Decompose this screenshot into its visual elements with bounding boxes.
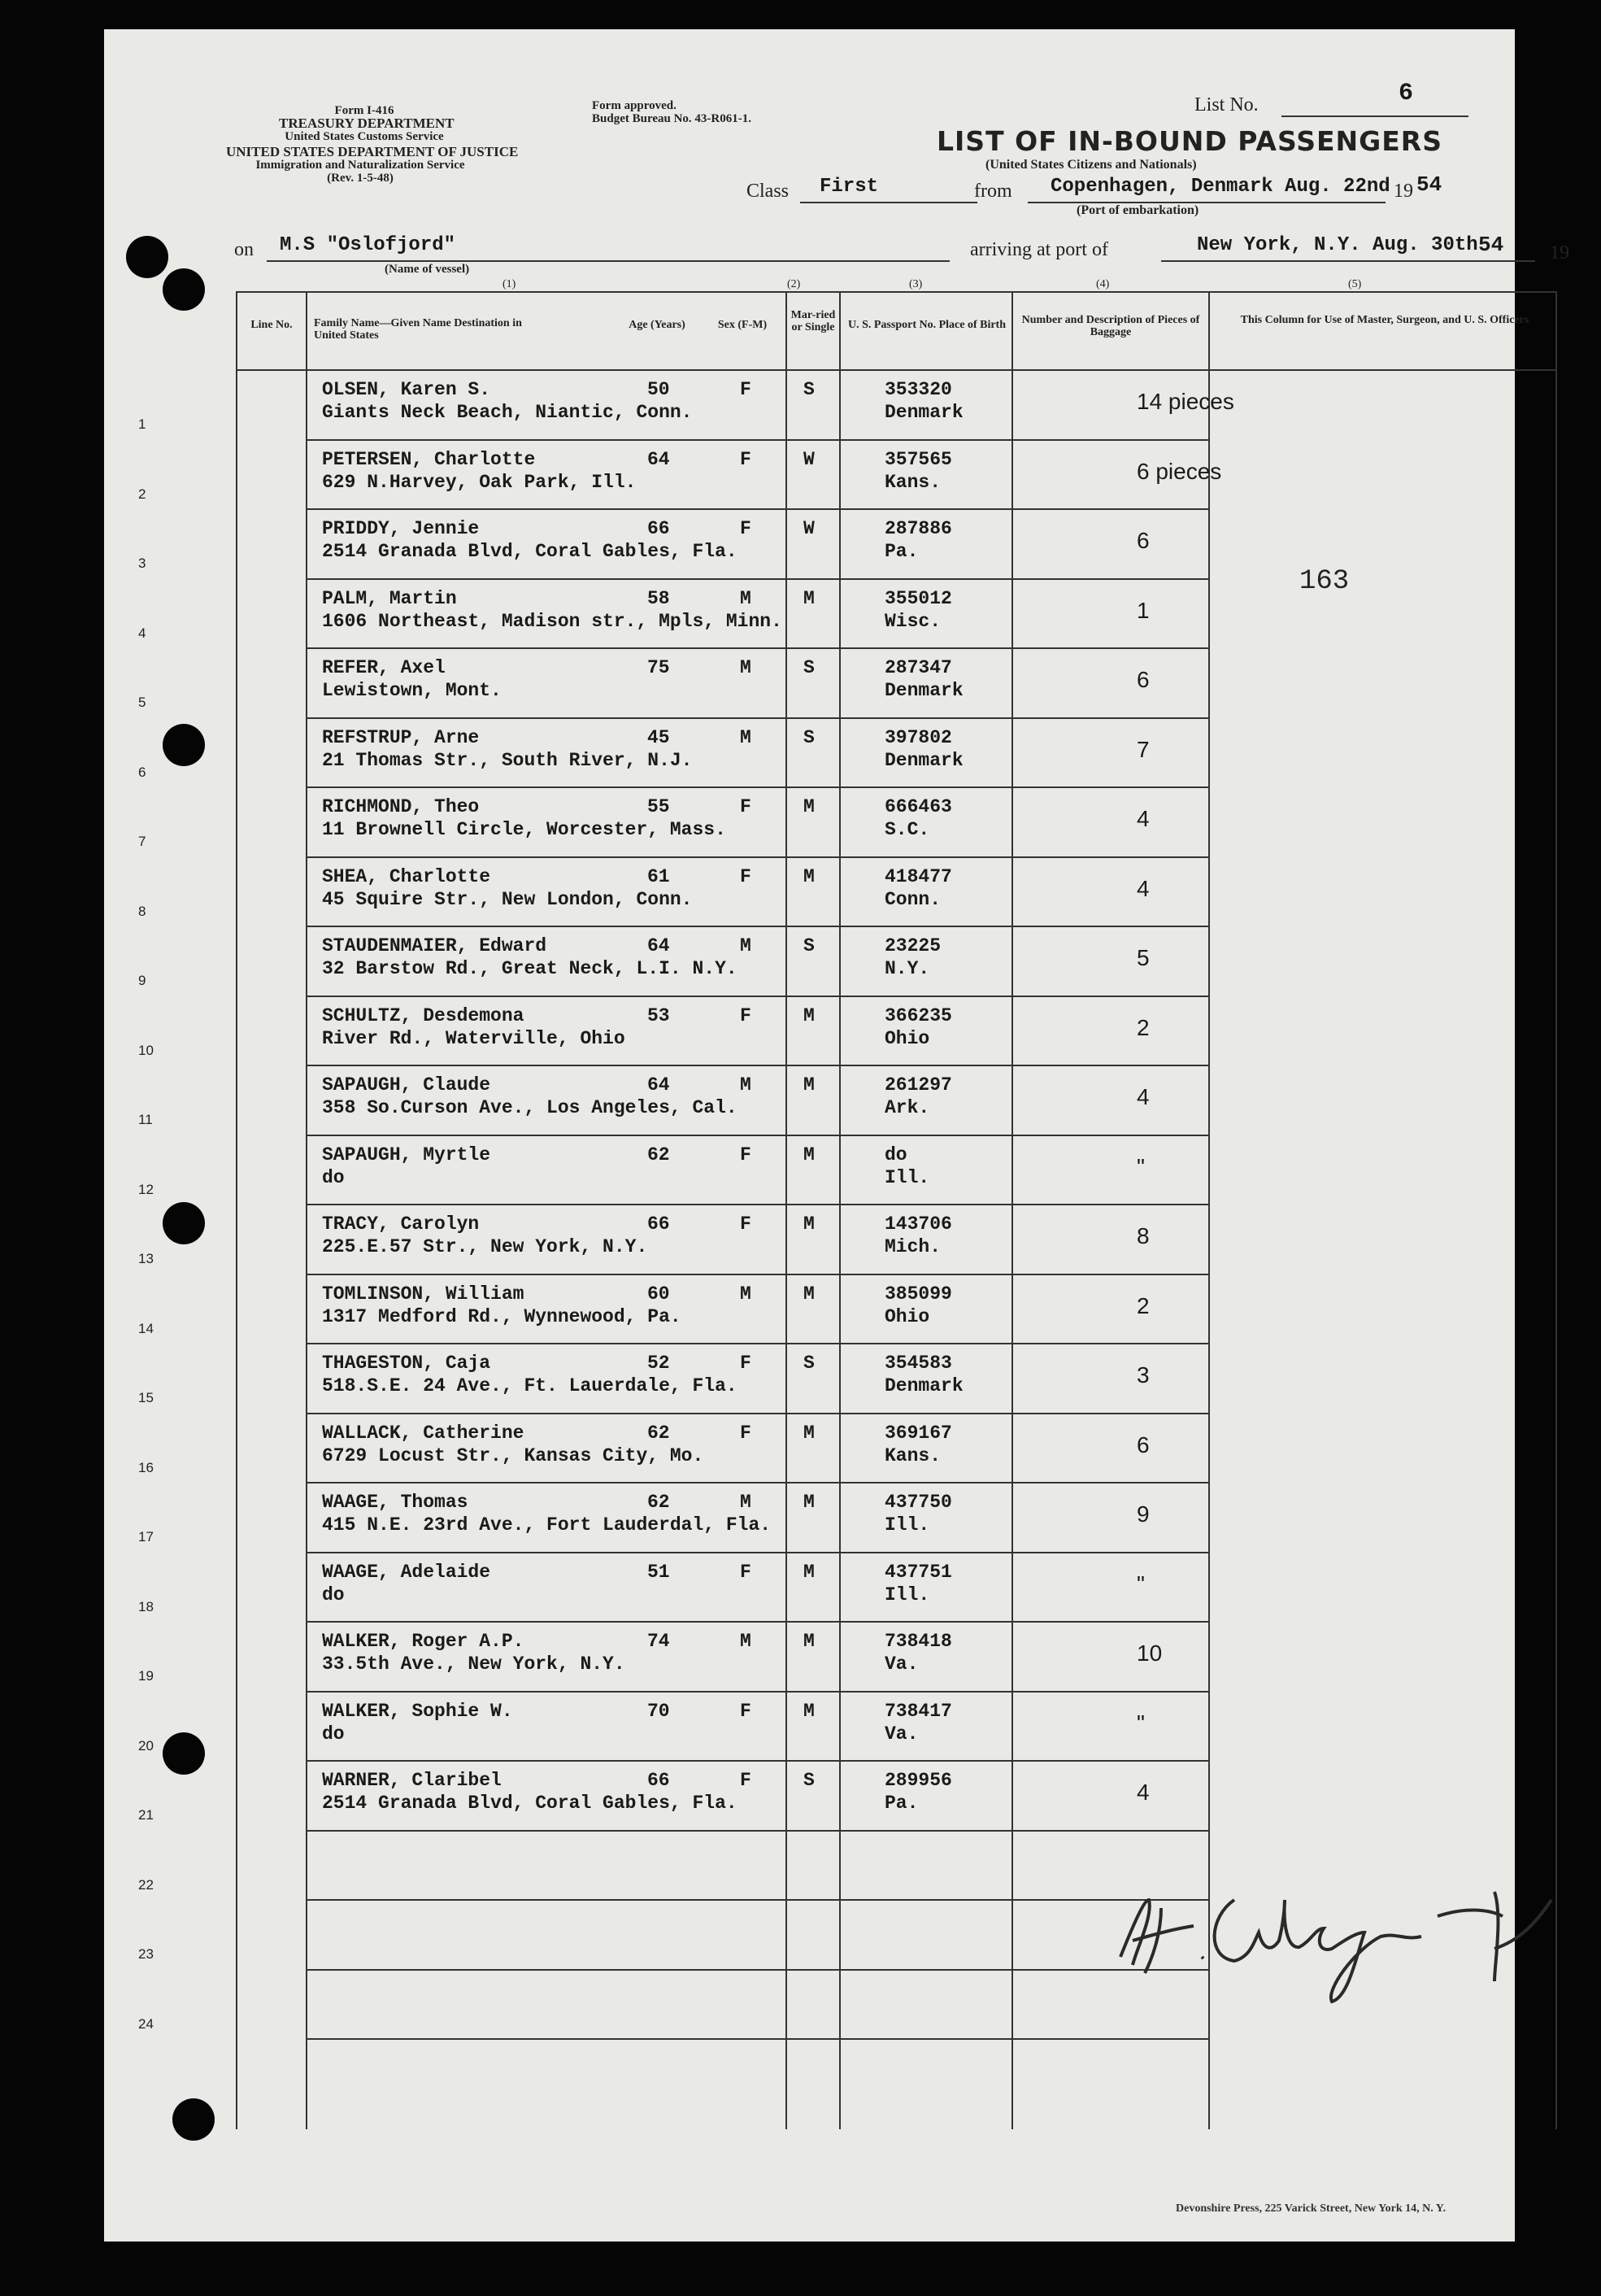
baggage-count: 7: [1137, 736, 1150, 762]
binder-hole: [163, 268, 205, 311]
line-number: 12: [138, 1181, 154, 1197]
passenger-name: REFER, Axel: [322, 657, 446, 678]
place-of-birth: Pa.: [885, 541, 919, 562]
passenger-age: 53: [647, 1004, 670, 1026]
passenger-age: 55: [647, 796, 670, 817]
approval-block: [592, 99, 836, 125]
passenger-sex: F: [740, 1700, 751, 1722]
binder-hole: [163, 724, 205, 766]
table-row: [104, 1623, 1515, 1692]
passenger-age: 62: [647, 1422, 670, 1444]
table-row: [104, 1344, 1515, 1414]
passenger-address: 415 N.E. 23rd Ave., Fort Lauderdal, Fla.: [322, 1514, 772, 1536]
passenger-sex: F: [740, 1561, 751, 1583]
passenger-sex: M: [740, 726, 751, 748]
passenger-age: 58: [647, 587, 670, 609]
passport-number: 437750: [885, 1492, 952, 1513]
baggage-count: 4: [1137, 1084, 1150, 1109]
passenger-age: 64: [647, 1074, 670, 1096]
header-baggage: Number and Description of Pieces of Baggage: [1021, 314, 1200, 338]
passenger-name: SCHULTZ, Desdemona: [322, 1004, 524, 1026]
marital-status: S: [803, 726, 815, 748]
table-row: [104, 441, 1515, 510]
passenger-sex: M: [740, 1074, 751, 1096]
line-number: 18: [138, 1598, 154, 1614]
col-marker-1: (1): [502, 278, 516, 290]
baggage-count: 6: [1137, 528, 1150, 553]
passport-number: 354583: [885, 1353, 952, 1374]
passport-number: 23225: [885, 935, 942, 956]
line-number: 9: [138, 973, 146, 988]
header-married: Mar-ried or Single: [790, 309, 836, 333]
passenger-sex: F: [740, 1422, 751, 1444]
header-passport: U. S. Passport No. Place of Birth: [847, 319, 1007, 331]
baggage-count: 4: [1137, 806, 1150, 831]
marital-status: M: [803, 1004, 815, 1026]
marital-status: M: [803, 1561, 815, 1583]
baggage-count: 6: [1137, 1431, 1150, 1457]
arriving-label: arriving at port of: [970, 239, 1108, 260]
table-row: [104, 927, 1515, 996]
line-number: 13: [138, 1251, 154, 1266]
baggage-count: 6: [1137, 667, 1150, 692]
baggage-count: 4: [1137, 1780, 1150, 1805]
passenger-address: 21 Thomas Str., South River, N.J.: [322, 749, 693, 771]
class-label: Class: [746, 181, 790, 202]
officer-count-stamp: 163: [1299, 566, 1350, 597]
line-number: 24: [138, 2015, 154, 2032]
year-prefix-arrival: 19: [1550, 242, 1569, 264]
binder-hole: [172, 2098, 215, 2141]
treasury-dept: TREASURY DEPARTMENT: [279, 115, 455, 131]
passenger-name: PRIDDY, Jennie: [322, 518, 480, 539]
passenger-name: WARNER, Claribel: [322, 1770, 502, 1791]
header-name-destination: Family Name—Given Name Destination in United States: [314, 317, 522, 342]
baggage-count: 3: [1137, 1362, 1150, 1388]
line-number: 2: [138, 486, 146, 502]
passenger-name: TRACY, Carolyn: [322, 1213, 480, 1235]
justice-dept: UNITED STATES DEPARTMENT OF JUSTICE: [226, 144, 519, 159]
year-from-value: 54: [1416, 172, 1442, 197]
passport-number: 289956: [885, 1770, 952, 1791]
binder-hole: [163, 1202, 205, 1244]
place-of-birth: Denmark: [885, 1375, 964, 1396]
passenger-sex: M: [740, 1283, 751, 1305]
embarkation-value: Copenhagen, Denmark Aug. 22nd: [1051, 176, 1390, 198]
passenger-address: River Rd., Waterville, Ohio: [322, 1027, 625, 1049]
passenger-age: 66: [647, 1770, 670, 1791]
passenger-sex: M: [740, 657, 751, 678]
place-of-birth: S.C.: [885, 819, 930, 840]
passenger-name: WALLACK, Catherine: [322, 1422, 524, 1444]
passenger-sex: F: [740, 1144, 751, 1165]
passenger-sex: F: [740, 796, 751, 817]
col-marker-4: (4): [1096, 278, 1110, 290]
arrival-underline: [1161, 260, 1535, 262]
passenger-name: SAPAUGH, Myrtle: [322, 1144, 491, 1165]
passenger-address: 33.5th Ave., New York, N.Y.: [322, 1653, 625, 1675]
passenger-age: 61: [647, 865, 670, 887]
col-marker-5: (5): [1348, 278, 1362, 290]
marital-status: M: [803, 587, 815, 609]
binder-hole: [163, 1732, 205, 1775]
marital-status: M: [803, 1074, 815, 1096]
baggage-count: 4: [1137, 875, 1150, 901]
baggage-count: ": [1137, 1571, 1145, 1597]
line-number: 10: [138, 1042, 154, 1058]
passport-number: 143706: [885, 1213, 952, 1235]
class-underline: [800, 202, 977, 203]
vessel-underline: [267, 260, 950, 262]
passenger-address: 2514 Granada Blvd, Coral Gables, Fla.: [322, 1793, 737, 1814]
marital-status: M: [803, 1700, 815, 1722]
line-number: 7: [138, 834, 146, 849]
col-marker-2: (2): [787, 278, 801, 290]
baggage-count: 14 pieces: [1137, 389, 1234, 414]
place-of-birth: Wisc.: [885, 610, 942, 632]
passport-number: 385099: [885, 1283, 952, 1305]
passenger-age: 62: [647, 1144, 670, 1165]
justice-block: [226, 144, 519, 185]
line-number: 22: [138, 1876, 154, 1893]
table-row: [104, 858, 1515, 927]
form-number-block: [279, 104, 455, 143]
list-no-underline: [1281, 115, 1468, 117]
passenger-address: 518.S.E. 24 Ave., Ft. Lauerdale, Fla.: [322, 1375, 737, 1396]
year-prefix-from: 19: [1394, 181, 1413, 202]
from-label: from: [974, 181, 1012, 202]
marital-status: M: [803, 1422, 815, 1444]
passenger-name: WALKER, Sophie W.: [322, 1700, 513, 1722]
arrival-value: New York, N.Y. Aug. 30th: [1197, 234, 1478, 256]
line-number: 14: [138, 1320, 154, 1336]
table-row: [104, 1275, 1515, 1344]
year-arrival-value: 54: [1478, 233, 1504, 257]
approval-text: Form approved.: [592, 99, 677, 112]
place-of-birth: Kans.: [885, 1444, 942, 1466]
place-of-birth: Ark.: [885, 1097, 930, 1118]
vessel-note: (Name of vessel): [385, 263, 470, 276]
passenger-name: PETERSEN, Charlotte: [322, 448, 536, 470]
passenger-sex: F: [740, 1004, 751, 1026]
baggage-count: 5: [1137, 945, 1150, 970]
baggage-count: 10: [1137, 1640, 1163, 1666]
marital-status: S: [803, 1353, 815, 1374]
passenger-age: 66: [647, 518, 670, 539]
marital-status: S: [803, 379, 815, 400]
passenger-age: 64: [647, 448, 670, 470]
passport-number: 355012: [885, 587, 952, 609]
baggage-count: 2: [1137, 1292, 1150, 1318]
marital-status: S: [803, 657, 815, 678]
table-row: [104, 788, 1515, 857]
place-of-birth: Va.: [885, 1723, 919, 1745]
passenger-name: SHEA, Charlotte: [322, 865, 491, 887]
passenger-name: SAPAUGH, Claude: [322, 1074, 491, 1096]
printer-credit: Devonshire Press, 225 Varick Street, New York 14, N. Y.: [1176, 2202, 1447, 2215]
marital-status: W: [803, 518, 815, 539]
baggage-count: 2: [1137, 1014, 1150, 1040]
marital-status: S: [803, 935, 815, 956]
table-row: [104, 371, 1515, 440]
passenger-age: 60: [647, 1283, 670, 1305]
baggage-count: 1: [1137, 597, 1150, 623]
table-row: [104, 997, 1515, 1066]
baggage-count: ": [1137, 1710, 1145, 1736]
marital-status: W: [803, 448, 815, 470]
passenger-address: 629 N.Harvey, Oak Park, Ill.: [322, 471, 637, 493]
passport-number: 738417: [885, 1700, 952, 1722]
place-of-birth: N.Y.: [885, 958, 930, 979]
table-row: [104, 719, 1515, 788]
line-number: 20: [138, 1737, 154, 1754]
line-number: 3: [138, 555, 146, 571]
passenger-name: WALKER, Roger A.P.: [322, 1631, 524, 1652]
passenger-address: do: [322, 1166, 345, 1188]
line-number: 8: [138, 903, 146, 919]
line-number: 6: [138, 764, 146, 780]
passenger-address: Lewistown, Mont.: [322, 680, 502, 701]
passenger-name: PALM, Martin: [322, 587, 457, 609]
place-of-birth: Mich.: [885, 1236, 942, 1257]
baggage-count: 8: [1137, 1223, 1150, 1248]
place-of-birth: Denmark: [885, 680, 964, 701]
passenger-address: 11 Brownell Circle, Worcester, Mass.: [322, 819, 726, 840]
passenger-sex: F: [740, 1213, 751, 1235]
page-subtitle: (United States Citizens and Nationals): [985, 158, 1197, 172]
ins-service: Immigration and Naturalization Service: [255, 159, 465, 172]
table-row: [104, 1483, 1515, 1553]
row-divider: [306, 2038, 1208, 2040]
place-of-birth: Pa.: [885, 1793, 919, 1814]
place-of-birth: Kans.: [885, 471, 942, 493]
table-row: [104, 1136, 1515, 1205]
passenger-sex: F: [740, 448, 751, 470]
passport-number: 366235: [885, 1004, 952, 1026]
place-of-birth: Ill.: [885, 1166, 930, 1188]
passenger-name: REFSTRUP, Arne: [322, 726, 480, 748]
passport-number: 287886: [885, 518, 952, 539]
passenger-name: RICHMOND, Theo: [322, 796, 480, 817]
form-number: Form I-416: [334, 104, 394, 117]
place-of-birth: Va.: [885, 1653, 919, 1675]
table-row: [104, 1066, 1515, 1135]
passport-number: 287347: [885, 657, 952, 678]
passenger-age: 75: [647, 657, 670, 678]
line-number: 17: [138, 1529, 154, 1544]
place-of-birth: Ohio: [885, 1305, 930, 1327]
port-embarkation-note: (Port of embarkation): [1077, 203, 1199, 217]
passenger-name: OLSEN, Karen S.: [322, 379, 491, 400]
passenger-age: 50: [647, 379, 670, 400]
line-number: 5: [138, 695, 146, 710]
passenger-age: 45: [647, 726, 670, 748]
passenger-name: TOMLINSON, William: [322, 1283, 524, 1305]
place-of-birth: Denmark: [885, 402, 964, 423]
baggage-count: 9: [1137, 1501, 1150, 1527]
passport-number: 418477: [885, 865, 952, 887]
line-number: 19: [138, 1668, 154, 1684]
passenger-age: 51: [647, 1561, 670, 1583]
class-value: First: [820, 176, 879, 198]
customs-service: United States Customs Service: [285, 130, 444, 143]
passport-number: do: [885, 1144, 907, 1165]
passport-number: 353320: [885, 379, 952, 400]
table-row: [104, 1553, 1515, 1623]
passenger-address: 6729 Locust Str., Kansas City, Mo.: [322, 1444, 704, 1466]
passenger-name: WAAGE, Adelaide: [322, 1561, 491, 1583]
place-of-birth: Denmark: [885, 749, 964, 771]
table-row: [104, 1762, 1515, 1831]
passenger-sex: M: [740, 1631, 751, 1652]
header-age: Age (Years): [629, 319, 685, 331]
passenger-age: 52: [647, 1353, 670, 1374]
marital-status: M: [803, 1492, 815, 1513]
line-number: 15: [138, 1390, 154, 1405]
place-of-birth: Conn.: [885, 888, 942, 910]
passenger-address: Giants Neck Beach, Niantic, Conn.: [322, 402, 693, 423]
passenger-age: 66: [647, 1213, 670, 1235]
passenger-address: do: [322, 1584, 345, 1605]
passport-number: 397802: [885, 726, 952, 748]
place-of-birth: Ill.: [885, 1584, 930, 1605]
marital-status: M: [803, 1283, 815, 1305]
marital-status: M: [803, 1631, 815, 1652]
passenger-age: 62: [647, 1492, 670, 1513]
passenger-name: WAAGE, Thomas: [322, 1492, 468, 1513]
table-row: [104, 649, 1515, 718]
vessel-value: M.S "Oslofjord": [280, 234, 456, 256]
marital-status: M: [803, 796, 815, 817]
marital-status: M: [803, 865, 815, 887]
passport-number: 369167: [885, 1422, 952, 1444]
header-officers: This Column for Use of Master, Surgeon, and U. S. Officers: [1240, 314, 1529, 326]
place-of-birth: Ohio: [885, 1027, 930, 1049]
passenger-sex: F: [740, 518, 751, 539]
passenger-sex: M: [740, 935, 751, 956]
page-title: LIST OF IN-BOUND PASSENGERS: [937, 125, 1442, 157]
passenger-sex: F: [740, 865, 751, 887]
marital-status: S: [803, 1770, 815, 1791]
line-number: 4: [138, 625, 146, 641]
passenger-address: 1317 Medford Rd., Wynnewood, Pa.: [322, 1305, 681, 1327]
col-marker-3: (3): [909, 278, 923, 290]
line-number: 11: [138, 1112, 153, 1127]
passenger-sex: M: [740, 587, 751, 609]
passenger-name: STAUDENMAIER, Edward: [322, 935, 547, 956]
passenger-name: THAGESTON, Caja: [322, 1353, 491, 1374]
binder-hole: [126, 236, 168, 278]
header-line-no: Line No.: [250, 319, 293, 331]
passenger-address: 45 Squire Str., New London, Conn.: [322, 888, 693, 910]
line-number: 23: [138, 1946, 154, 1962]
line-number: 1: [138, 416, 146, 432]
marital-status: M: [803, 1213, 815, 1235]
form-page: [104, 29, 1569, 2242]
revision: (Rev. 1-5-48): [327, 172, 394, 185]
passport-number: 261297: [885, 1074, 952, 1096]
passenger-address: 1606 Northeast, Madison str., Mpls, Minn.: [322, 610, 782, 632]
passenger-age: 74: [647, 1631, 670, 1652]
passenger-address: do: [322, 1723, 345, 1745]
passenger-address: 358 So.Curson Ave., Los Angeles, Cal.: [322, 1097, 737, 1118]
baggage-count: ": [1137, 1153, 1145, 1179]
passport-number: 666463: [885, 796, 952, 817]
passenger-sex: F: [740, 1353, 751, 1374]
list-no-value: 6: [1399, 80, 1414, 107]
on-label: on: [234, 239, 254, 260]
baggage-count: 6 pieces: [1137, 458, 1222, 484]
passenger-age: 64: [647, 935, 670, 956]
table-row: [104, 1205, 1515, 1274]
line-number: 16: [138, 1459, 154, 1475]
table-row: [104, 1414, 1515, 1483]
passenger-sex: M: [740, 1492, 751, 1513]
header-sex: Sex (F-M): [717, 319, 768, 331]
passport-number: 357565: [885, 448, 952, 470]
passenger-age: 70: [647, 1700, 670, 1722]
list-no-label: List No.: [1194, 94, 1259, 115]
table-top-border: [236, 291, 1557, 293]
table-row: [104, 1693, 1515, 1762]
marital-status: M: [803, 1144, 815, 1165]
passport-number: 738418: [885, 1631, 952, 1652]
passenger-address: 225.E.57 Str., New York, N.Y.: [322, 1236, 648, 1257]
passenger-address: 32 Barstow Rd., Great Neck, L.I. N.Y.: [322, 958, 737, 979]
place-of-birth: Ill.: [885, 1514, 930, 1536]
passport-number: 437751: [885, 1561, 952, 1583]
passenger-sex: F: [740, 1770, 751, 1791]
officer-signature: [1112, 1851, 1568, 2006]
passenger-sex: F: [740, 379, 751, 400]
budget-bureau: Budget Bureau No. 43-R061-1.: [592, 112, 751, 125]
passenger-address: 2514 Granada Blvd, Coral Gables, Fla.: [322, 541, 737, 562]
line-number: 21: [138, 1807, 154, 1823]
